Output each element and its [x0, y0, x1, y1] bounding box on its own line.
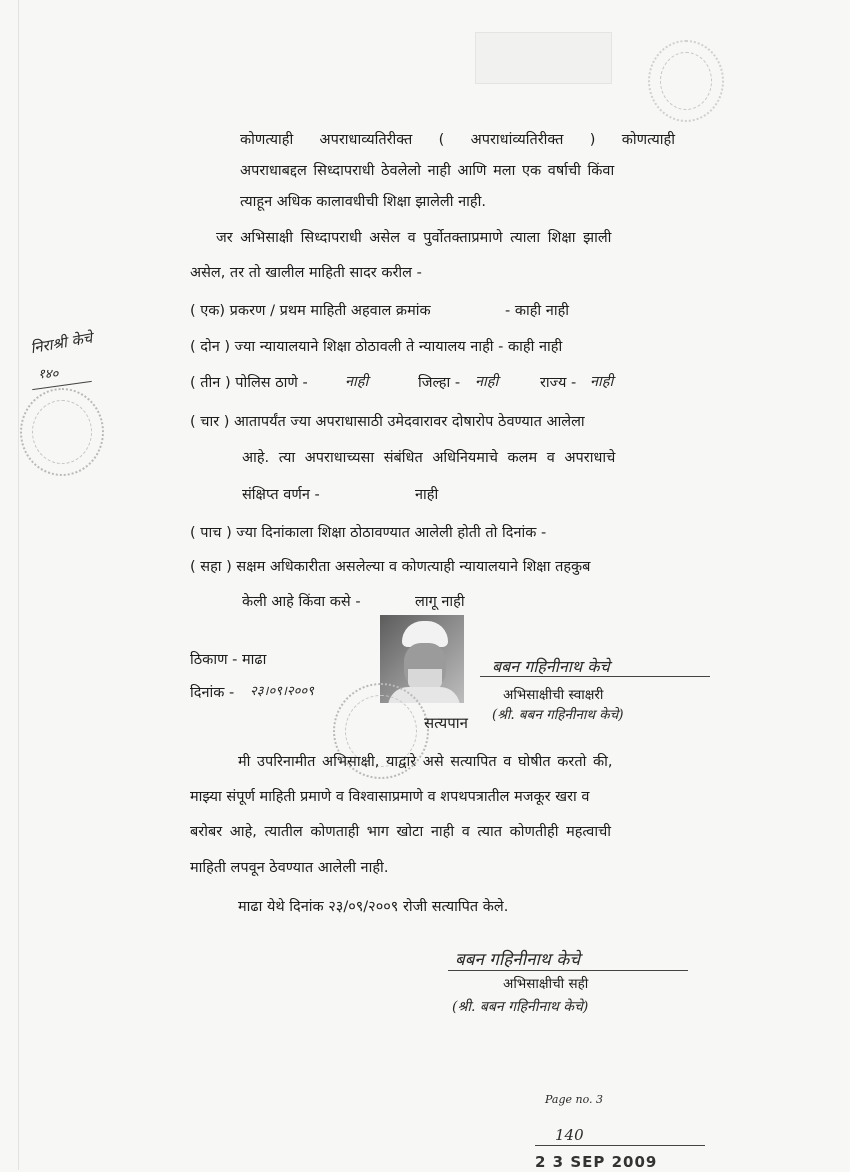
verification-heading: सत्यपान	[424, 714, 468, 732]
word: अपराधांव्यतिरीक्त	[470, 132, 564, 148]
page-number-note: Page no. 3	[545, 1093, 604, 1106]
para2-line2: असेल, तर तो खालील माहिती सादर करील -	[190, 265, 422, 281]
bottom-initials: 140	[555, 1126, 584, 1144]
register-box-faint	[475, 32, 612, 84]
verification-line4: माहिती लपवून ठेवण्यात आलेली नाही.	[190, 860, 389, 876]
place-label: ठिकाण - माढा	[190, 652, 267, 668]
word: कोणत्याही	[240, 132, 294, 148]
item-2: ( दोन ) ज्या न्यायालयाने शिक्षा ठोठावली ते न्यायालय नाही - काही नाही	[190, 339, 563, 355]
district-value: नाही	[475, 374, 499, 390]
signature-1-line	[480, 676, 710, 677]
para1-line2: अपराधाबद्दल सिध्दापराधी ठेवलेलो नाही आणि मला एक वर्षाची किंवा	[240, 163, 615, 179]
bottom-underline	[535, 1145, 705, 1146]
word: कोणत्याही	[621, 132, 675, 148]
margin-number: १४०	[38, 367, 59, 382]
item-6-line1: ( सहा ) सक्षम अधिकारीता असलेल्या व कोणत्याही न्यायालयाने शिक्षा तहकुब	[190, 559, 591, 575]
signature-2-caption: अभिसाक्षीची सही	[503, 976, 589, 992]
signature-2-name: (श्री. बबन गहिनीनाथ केचे)	[452, 999, 589, 1015]
state-value: नाही	[590, 374, 614, 390]
item-6-line2-label: केली आहे किंवा कसे -	[242, 594, 361, 610]
item-3-label: ( तीन ) पोलिस ठाणे -	[190, 375, 308, 391]
signature-2-line	[448, 970, 688, 971]
deponent-signature-1: बबन गहिनीनाथ केचे	[492, 657, 610, 676]
para1-line3: त्याहून अधिक कालावधीची शिक्षा झालेली नाही.	[240, 194, 486, 210]
deponent-signature-2: बबन गहिनीनाथ केचे	[455, 950, 581, 970]
date-handwritten: २३।०९।२००९	[250, 684, 314, 699]
state-label: राज्य -	[540, 375, 577, 391]
signature-1-caption: अभिसाक्षीची स्वाक्षरी	[503, 687, 604, 703]
verification-line2: माझ्या संपूर्ण माहिती प्रमाणे व विश्वासाप्रमाणे व शपथपत्रातील मजकूर खरा व	[190, 789, 590, 805]
verified-line: माढा येथे दिनांक २३/०९/२००९ रोजी सत्यापित केले.	[238, 899, 509, 915]
item-1-label: ( एक) प्रकरण / प्रथम माहिती अहवाल क्रमांक	[190, 303, 431, 319]
word: अपराधाव्यतिरीक्त	[319, 132, 413, 148]
stamp-ring	[660, 52, 712, 110]
para2-line1: जर अभिसाक्षी सिध्दापराधी असेल व पुर्वोतक्ताप्रमाणे त्याला शिक्षा झाली	[216, 230, 612, 246]
notary-stamp-top	[648, 40, 724, 122]
word: )	[589, 132, 596, 148]
item-4-line3-label: संक्षिप्त वर्णन -	[242, 487, 320, 503]
margin-note: निराश्री केचे	[28, 328, 94, 358]
item-1-value: - काही नाही	[505, 303, 570, 319]
item-5: ( पाच ) ज्या दिनांकाला शिक्षा ठोठावण्यात आलेली होती तो दिनांक -	[190, 525, 547, 541]
signature-1-name: (श्री. बबन गहिनीनाथ केचे)	[492, 707, 624, 723]
verification-line1: मी उपरिनामीत अभिसाक्षी, याद्वारे असे सत्यापित व घोषीत करतो की,	[238, 754, 613, 770]
item-6-line2-value: लागू नाही	[415, 594, 465, 610]
police-station-value: नाही	[345, 374, 369, 390]
date-label: दिनांक -	[190, 685, 235, 701]
verification-line3: बरोबर आहे, त्यातील कोणताही भाग खोटा नाही व त्यात कोणतीही महत्वाची	[190, 824, 612, 840]
word: (	[438, 132, 445, 148]
item-4-line3-value: नाही	[415, 487, 439, 503]
district-label: जिल्हा -	[418, 375, 461, 391]
scan-edge	[18, 0, 19, 1170]
stamp-ring	[32, 400, 92, 464]
item-4-line2: आहे. त्या अपराधाच्यसा संबंधित अधिनियमाचे कलम व अपराधाचे	[242, 450, 616, 466]
bottom-date-stamp: 2 3 SEP 2009	[535, 1153, 658, 1171]
notary-stamp-left	[20, 388, 104, 476]
item-4-line1: ( चार ) आतापर्यंत ज्या अपराधासाठी उमेदवारावर दोषारोप ठेवण्यात आलेला	[190, 414, 585, 430]
para1-line1	[240, 130, 675, 150]
